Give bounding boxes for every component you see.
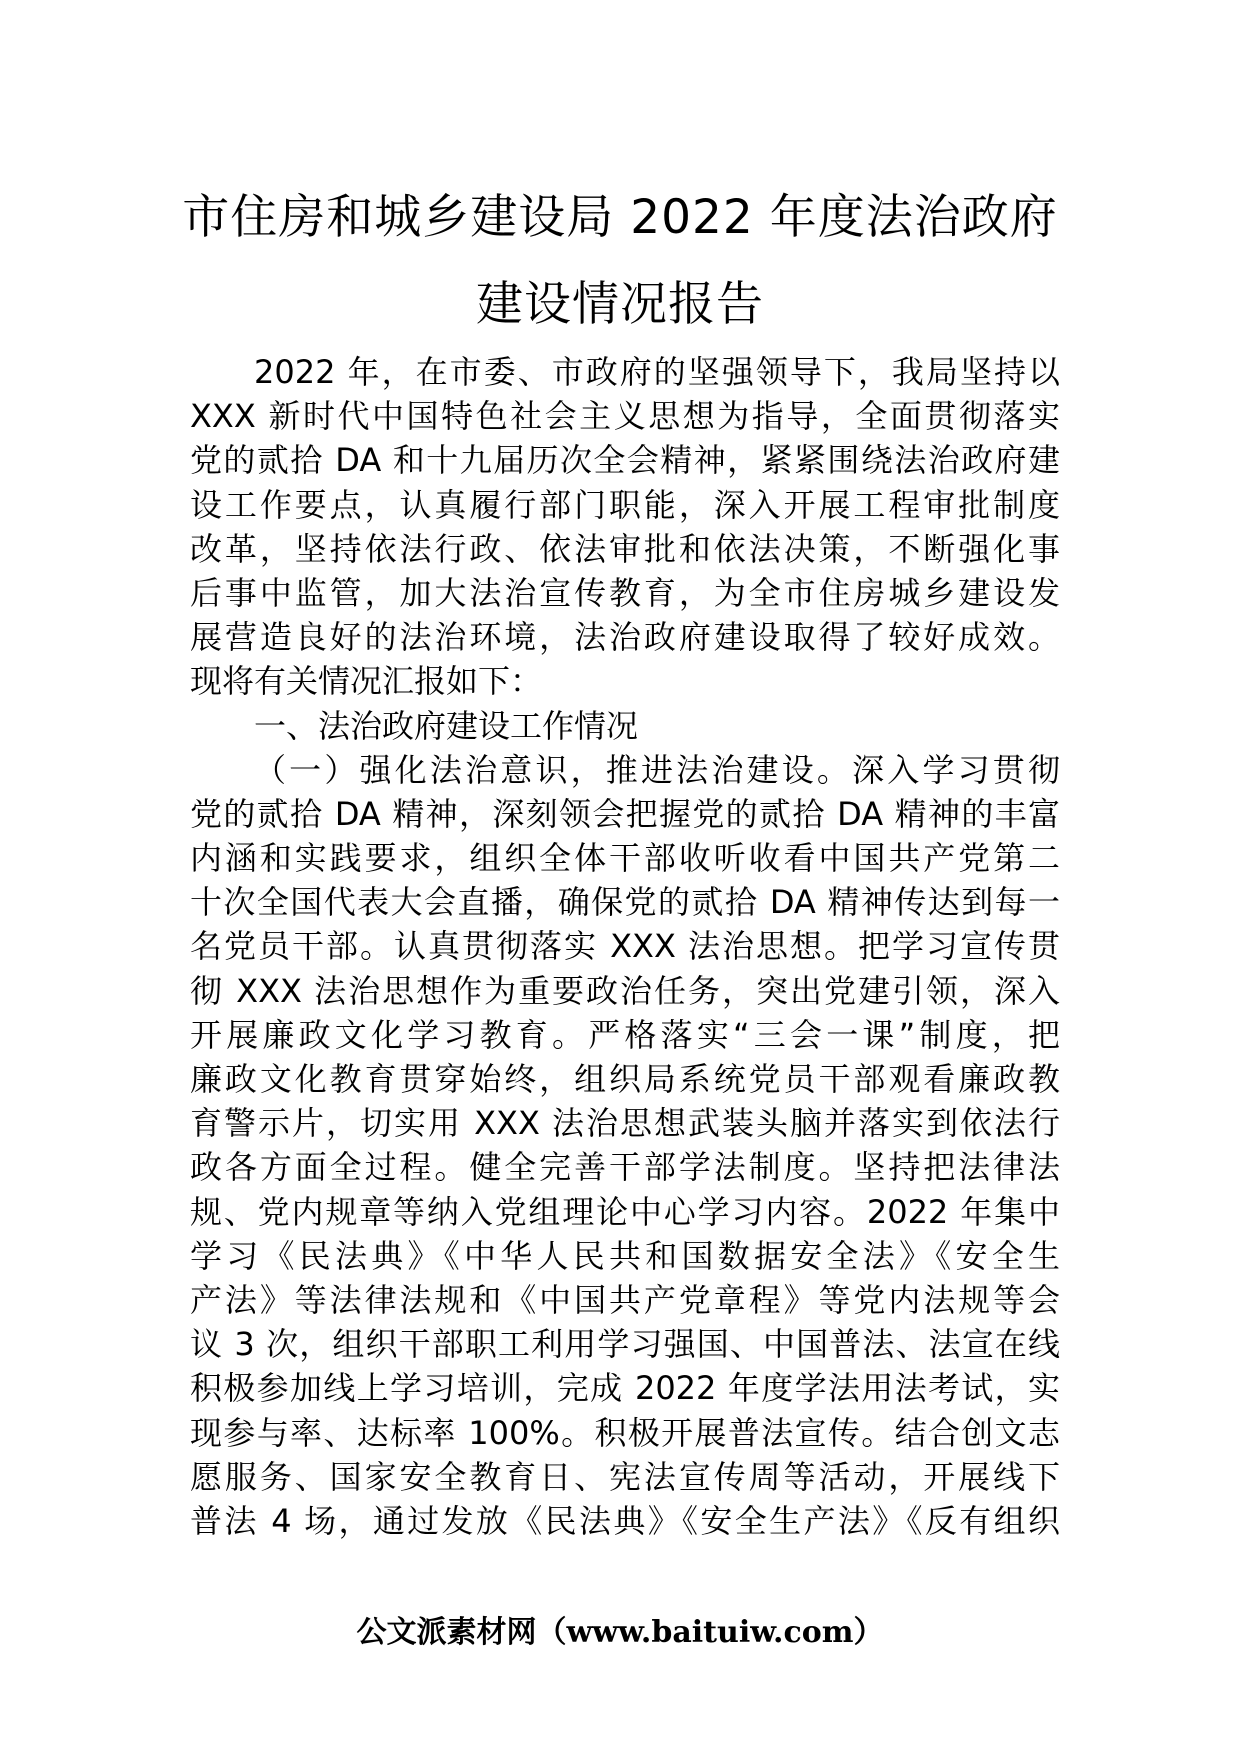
footer-watermark: 公文派素材网（www.baituiw.com） xyxy=(356,1615,884,1650)
body-line: 2022 年，在市委、市政府的坚强领导下，我局坚持以 xyxy=(254,353,1060,391)
document-title-line-2: 建设情况报告 xyxy=(476,277,764,332)
body-line: 党的贰拾 DA 和十九届历次全会精神，紧紧围绕法治政府建 xyxy=(190,441,1060,480)
document-title-line-1: 市住房和城乡建设局 2022 年度法治政府 xyxy=(182,190,1058,245)
body-line: 党的贰拾 DA 精神，深刻领会把握党的贰拾 DA 精神的丰富 xyxy=(190,794,1060,833)
body-line: 议 3 次，组织干部职工利用学习强国、中国普法、法宣在线 xyxy=(190,1325,1060,1364)
body-line: 学习《民法典》《中华人民共和国数据安全法》《安全生 xyxy=(190,1236,1060,1275)
body-line: 普法 4 场，通过发放《民法典》《安全生产法》《反有组织 xyxy=(190,1501,1060,1540)
body-line: 廉政文化教育贯穿始终，组织局系统党员干部观看廉政教 xyxy=(190,1060,1060,1098)
body-line: 彻 XXX 法治思想作为重要政治任务，突出党建引领，深入 xyxy=(190,971,1060,1010)
body-line: 愿服务、国家安全教育日、宪法宣传周等活动，开展线下 xyxy=(190,1457,1060,1496)
body-line: 现参与率、达标率 100%。积极开展普法宣传。结合创文志 xyxy=(190,1413,1060,1452)
body-line: （一）强化法治意识，推进法治建设。深入学习贯彻 xyxy=(254,750,1060,789)
body-line: 名党员干部。认真贯彻落实 XXX 法治思想。把学习宣传贯 xyxy=(190,927,1060,966)
body-line: 积极参加线上学习培训，完成 2022 年度学法用法考试，实 xyxy=(190,1369,1060,1408)
body-line: 后事中监管，加大法治宣传教育，为全市住房城乡建设发 xyxy=(190,573,1060,612)
body-line: 产法》等法律法规和《中国共产党章程》等党内法规等会 xyxy=(190,1280,1060,1319)
body-line: 内涵和实践要求，组织全体干部收听收看中国共产党第二 xyxy=(190,839,1060,878)
body-line: 现将有关情况汇报如下： xyxy=(190,662,543,701)
section-heading: 一、法治政府建设工作情况 xyxy=(254,706,639,745)
body-line: 政各方面全过程。健全完善干部学法制度。坚持把法律法 xyxy=(190,1148,1060,1187)
body-line: 设工作要点，认真履行部门职能，深入开展工程审批制度 xyxy=(190,485,1060,524)
body-line: 育警示片，切实用 XXX 法治思想武装头脑并落实到依法行 xyxy=(190,1104,1060,1143)
body-line: 规、党内规章等纳入党组理论中心学习内容。2022 年集中 xyxy=(190,1192,1060,1231)
body-line: 开展廉政文化学习教育。严格落实“三会一课”制度，把 xyxy=(190,1015,1060,1054)
body-line: 改革，坚持依法行政、依法审批和依法决策，不断强化事 xyxy=(190,529,1060,568)
body-line: 展营造良好的法治环境，法治政府建设取得了较好成效。 xyxy=(190,618,1060,657)
document-body xyxy=(190,350,1060,1543)
body-line: XXX 新时代中国特色社会主义思想为指导，全面贯彻落实 xyxy=(190,397,1060,436)
body-line: 十次全国代表大会直播，确保党的贰拾 DA 精神传达到每一 xyxy=(190,883,1060,922)
